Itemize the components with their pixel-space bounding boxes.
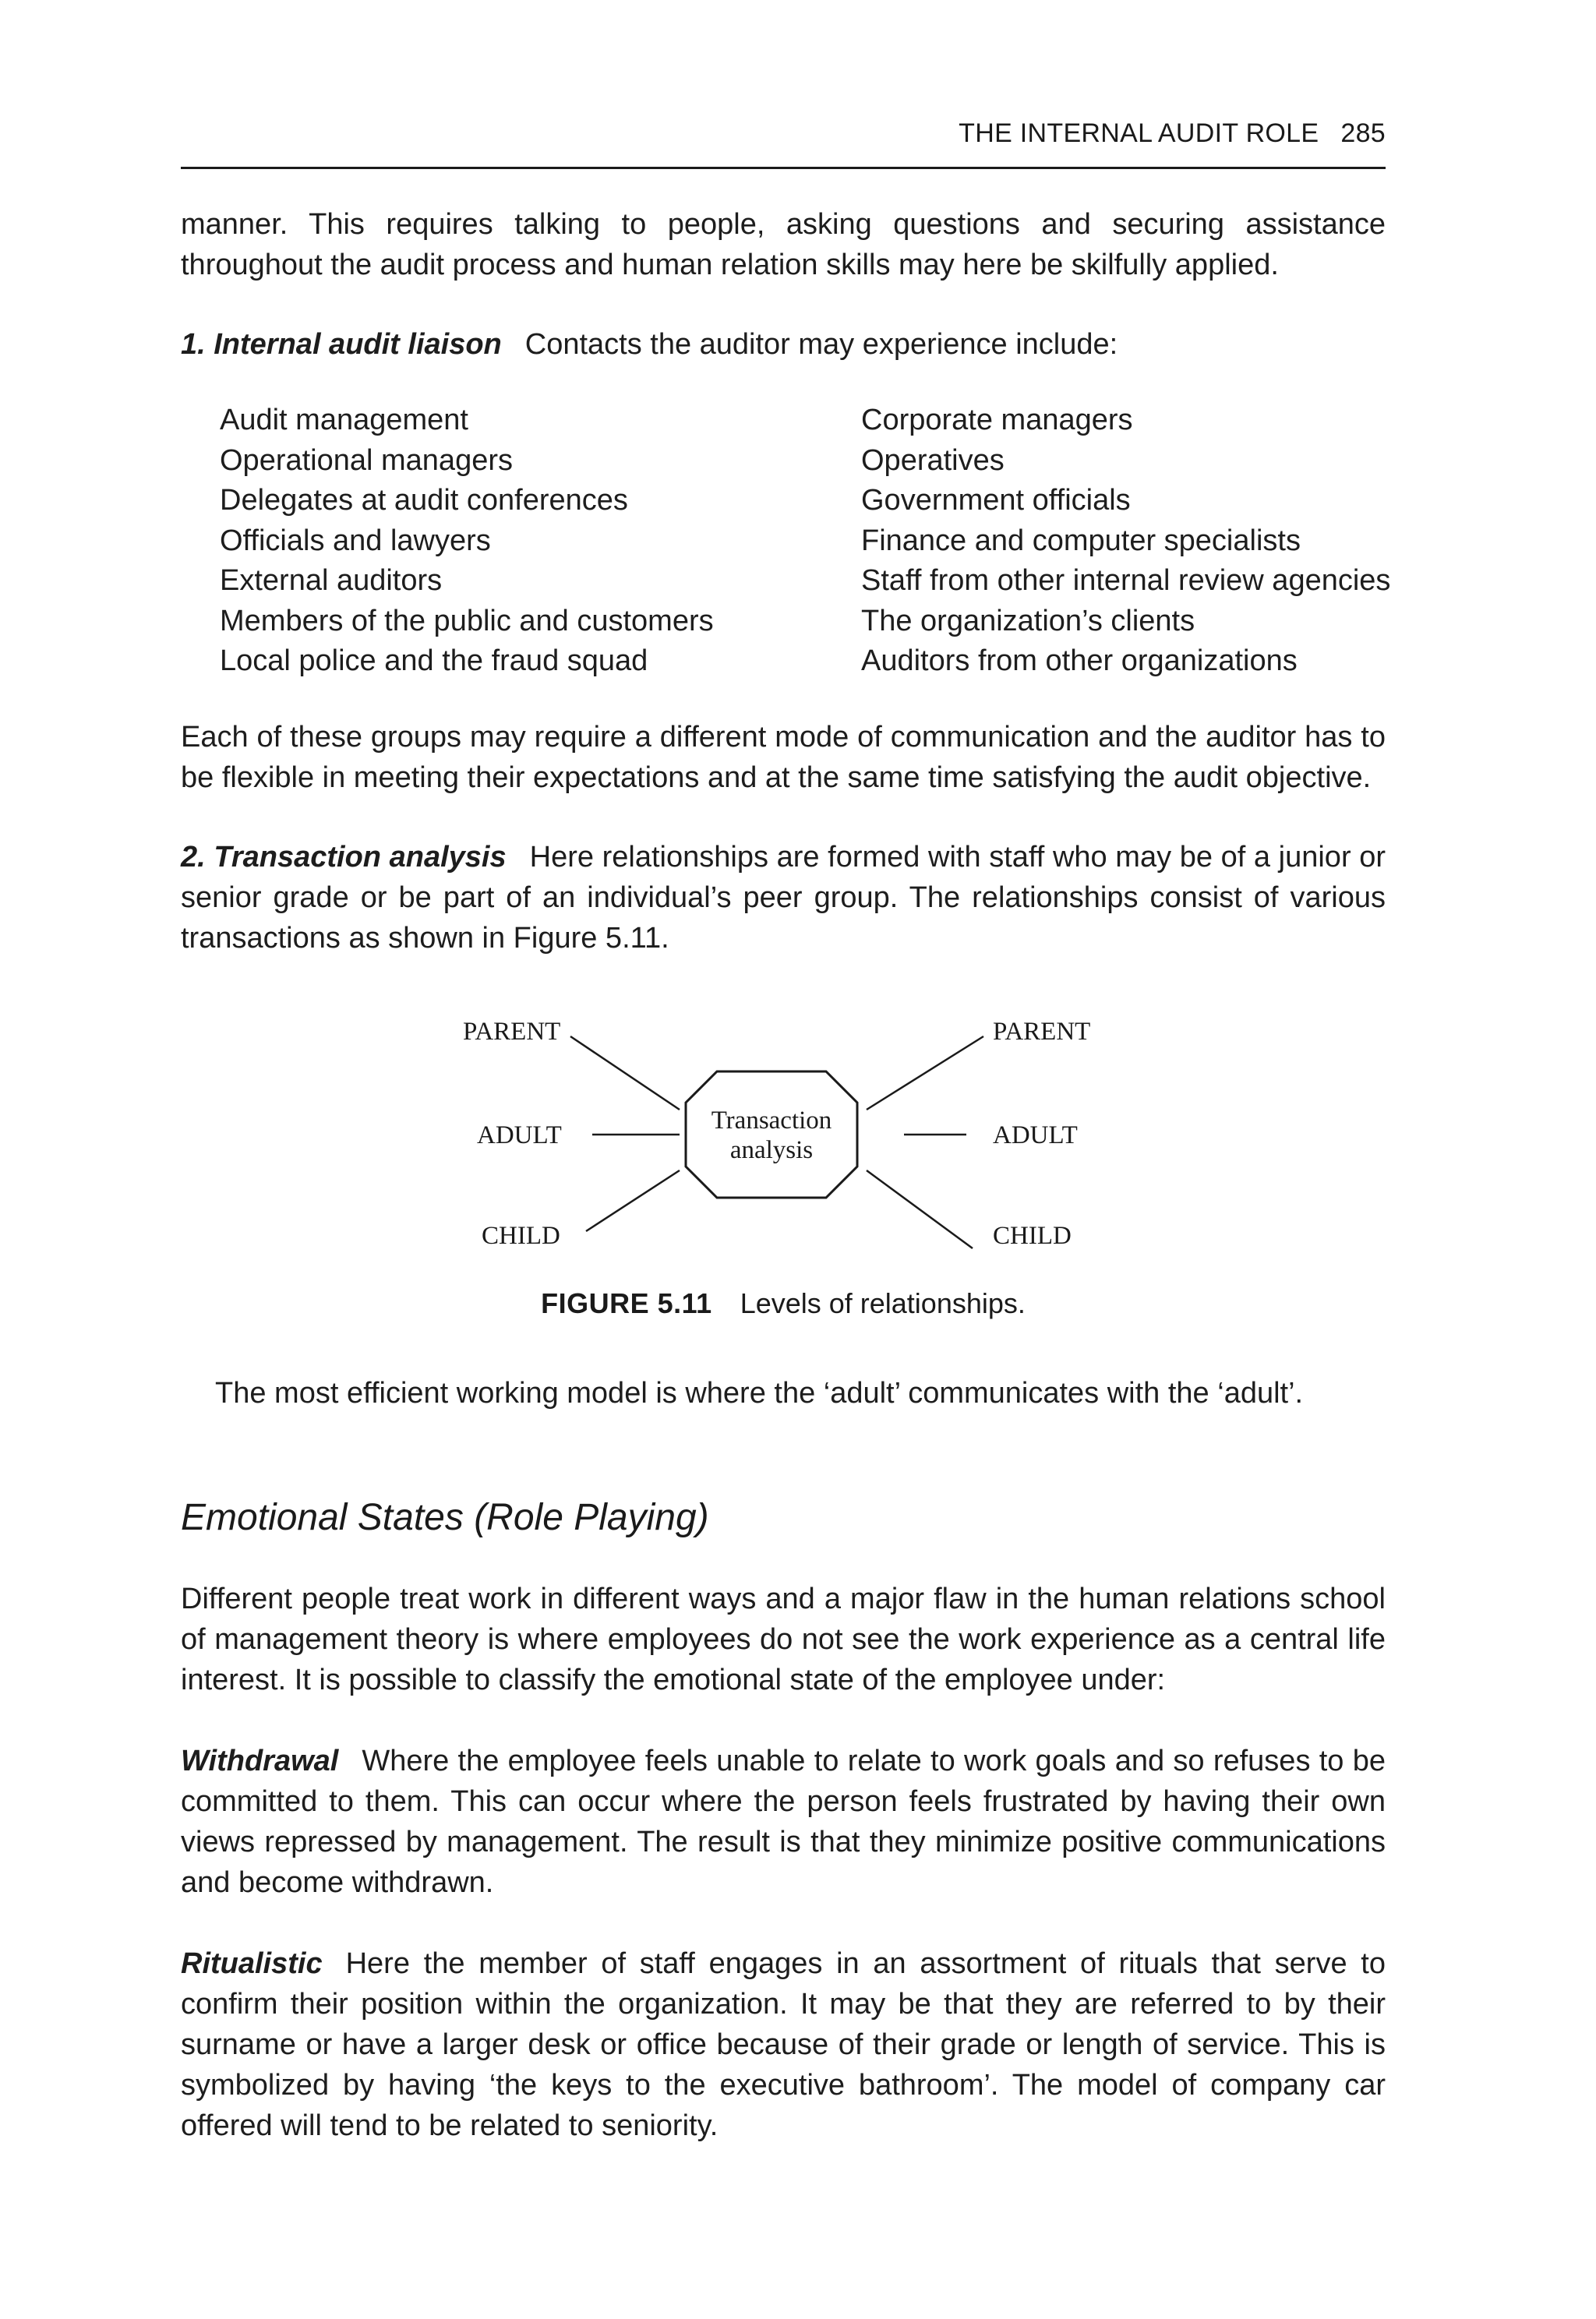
- liaison-text: Contacts the auditor may experience include:: [524, 328, 1118, 361]
- left-label-parent: PARENT: [463, 1018, 561, 1046]
- ritualistic-text: Here the member of staff engages in an assortment of rituals that serve to confirm their position within the organization. It may be that they are referred to by their surname or have a larger desk or office because of their grade or length of service. This is symbolized by having ‘the keys to the executive bathroom’. The model of company car offered will tend to be related to seniority.: [181, 1947, 1386, 2142]
- figure-caption: [181, 1286, 1386, 1322]
- liaison-heading: 1. Internal audit liaison: [181, 328, 502, 361]
- running-title: THE INTERNAL AUDIT ROLE: [959, 118, 1319, 148]
- intro-paragraph: manner. This requires talking to people, asking questions and securing assistance throughout the audit process and human relation skills may here be skilfully applied.: [181, 208, 1386, 281]
- figure-caption-text: Levels of relationships.: [740, 1287, 1026, 1319]
- line-left-parent: [570, 1036, 680, 1110]
- transaction-text: Here relationships are formed with staff who may be of a junior or senior grade or be part of an individual’s peer group. The relationships consist of various transactions as shown in Figure 5.11.: [181, 841, 1386, 955]
- octagon-shape: [686, 1071, 857, 1198]
- book-page: [181, 0, 1391, 2319]
- figure-transaction-analysis: [181, 1005, 1386, 1286]
- section-heading: Emotional States (Role Playing): [181, 1497, 709, 1538]
- contact-item: Local police and the fraud squad: [220, 644, 648, 677]
- right-label-child: CHILD: [993, 1222, 1072, 1250]
- contact-item: Officials and lawyers: [220, 524, 491, 557]
- line-left-child: [586, 1170, 680, 1231]
- contacts-right-column: [861, 401, 1407, 682]
- line-right-parent: [867, 1036, 983, 1110]
- contact-item: Operatives: [861, 443, 1005, 477]
- running-header: [959, 118, 1386, 149]
- contact-item: Finance and computer specialists: [861, 524, 1301, 557]
- transaction-paragraph: [181, 837, 1386, 958]
- contact-item: Operational managers: [220, 443, 513, 477]
- header-rule: [181, 167, 1386, 169]
- ritualistic-heading: Ritualistic: [181, 1947, 323, 1980]
- contact-item: Audit management: [220, 404, 468, 436]
- page-number: 285: [1340, 118, 1386, 148]
- model-sentence: The most efficient working model is where the ‘adult’ communicates with the ‘adult’.: [215, 1377, 1304, 1410]
- contacts-left-column: [220, 401, 859, 682]
- left-label-adult: ADULT: [477, 1121, 562, 1149]
- contact-item: Members of the public and customers: [220, 604, 714, 637]
- groups-paragraph: Each of these groups may require a different mode of communication and the auditor has to be flexible in meeting their expectations and at the same time satisfying the audit objective.: [181, 721, 1386, 794]
- transaction-diagram: [181, 1005, 1386, 1286]
- left-label-child: CHILD: [482, 1222, 560, 1250]
- contact-item: Delegates at audit conferences: [220, 484, 628, 517]
- contact-item: The organization’s clients: [861, 604, 1195, 637]
- contact-item: Auditors from other organizations: [861, 644, 1298, 677]
- right-label-parent: PARENT: [993, 1018, 1091, 1046]
- withdrawal-heading: Withdrawal: [181, 1745, 339, 1777]
- contact-item: Staff from other internal review agencies: [861, 564, 1391, 597]
- center-label-line1: Transaction: [711, 1107, 832, 1135]
- right-label-adult: ADULT: [993, 1121, 1078, 1149]
- line-right-child: [867, 1170, 973, 1248]
- transaction-heading: 2. Transaction analysis: [181, 841, 507, 874]
- section-intro-paragraph: Different people treat work in different ways and a major flaw in the human relations school of management theory is where employees do not see the work experience as a central life interest. It is possible to classify the emotional state of the employee under:: [181, 1583, 1386, 1696]
- withdrawal-paragraph: [181, 1741, 1386, 1903]
- ritualistic-paragraph: [181, 1943, 1386, 2146]
- liaison-paragraph: [181, 324, 1386, 365]
- withdrawal-text: Where the employee feels unable to relate to work goals and so refuses to be committed to them. This can occur where the person feels frustrated by having their own views repressed by management. The result is that they minimize positive communications and become withdrawn.: [181, 1745, 1386, 1899]
- center-label-line2: analysis: [729, 1136, 814, 1164]
- figure-caption-label: FIGURE 5.11: [541, 1287, 712, 1319]
- contact-item: Corporate managers: [861, 404, 1133, 436]
- contact-item: Government officials: [861, 484, 1131, 517]
- contact-item: External auditors: [220, 564, 443, 597]
